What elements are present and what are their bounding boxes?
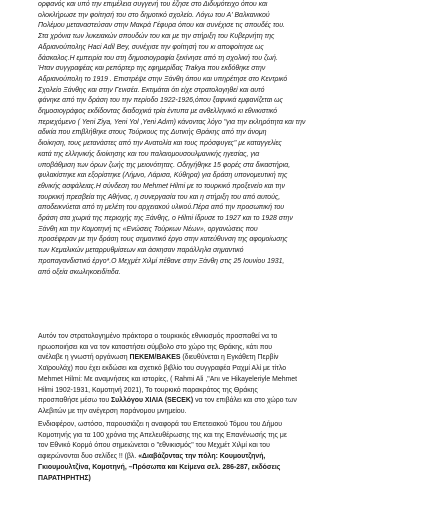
text-line bbox=[38, 396, 410, 407]
text-run: (διευθύνεται η Εγκάθετη Περβίν bbox=[180, 354, 279, 362]
book-citation: Γκιουμουλτζίνα, Κομοτηνή, –Πρόσωπα και Κείμενα σελ. 286-287, εκδόσεις bbox=[38, 463, 281, 471]
text-line: Κομοτηνής για τα 100 χρόνια της Απελευθέρωσης της και της Επανένωσής της με bbox=[38, 431, 287, 439]
text-line: δημοσιογράφος εκδίδοντας διαδοχικά τρία έντυπα με ανθελληνικό κι εθνικιστικό bbox=[38, 108, 278, 116]
text-line: Ενδιαφέρον, ωστόσο, παρουσιάζει η αναφορά του Επετειακού Τόμου του Δήμου bbox=[38, 421, 282, 428]
text-line: δράση στα χωριά της περιοχής της Ξάνθης, ο Hilmi ίδρυσε το 1927 και το 1928 στην bbox=[38, 215, 293, 223]
text-line: των Κεμαλικών μεταρρυθμίσεων και άσκησαν παράλληλα σημαντικό bbox=[38, 247, 244, 255]
text-line: τον Εθνικό Κορμό όπου σημειώνεται ο "εθνικισμός" του Μεχμέτ Χιλμί και του bbox=[38, 442, 270, 450]
organization-name-pekem: ΠΕΚΕΜ/BAKES bbox=[129, 354, 181, 362]
text-line: Χαϊρουλάχ) που έχει εκδώσει και σχετικό βιβλίο του συγγραφέα Ραχμί Αλί με τίτλο bbox=[38, 365, 287, 373]
text-run: ανέλαβε η γνωστή οργάνωση bbox=[38, 354, 130, 362]
paragraph-glorification bbox=[38, 332, 410, 418]
text-line: από οξεία σκωληκοειδίτιδα. bbox=[38, 268, 121, 276]
text-line: αδικία που επιβλήθηκε στους Τούρκους της Δυτικής Θράκης από την άνομη bbox=[38, 129, 267, 137]
text-line: περιεχόμενο ( Yeni Ziya, Yeni Yol ,Yeni Adım) κάνοντας λόγο "για την εκληρότητα και την bbox=[38, 118, 306, 126]
text-run: προσπαθήσε μέσω του bbox=[38, 397, 112, 405]
book-citation: «Διαβάζοντας την πόλη: Κουμουτζηνή, bbox=[138, 453, 266, 461]
paragraph-biography bbox=[38, 0, 410, 278]
organization-name-secek: Συλλόγου ΧΙΛΙΑ (SECEK) bbox=[111, 397, 194, 405]
text-run: αφιερώνονται δυο σελίδες !! (βλ. bbox=[38, 453, 139, 461]
text-line: Ήταν συγγραφέας και ρεπόρτερ της εφημερίδας Trakya που εκδόθηκε στην bbox=[38, 65, 266, 73]
text-line: Ξάνθη και την Κομοτηνή τις «Ενώσεις Τούρκων Νέων», οργανώσεις που bbox=[38, 225, 258, 233]
text-line: διοίκηση, τους μετανάστες από την Ανατολία και τους πρόσφυγες" με καταγγελίες bbox=[38, 140, 282, 148]
text-line: Mehmet Hilmi: Με αναμνήσεις και ιστορίες, ( Rahmi Ali ,"Anı ve Hikayeleriyle Mehmet bbox=[38, 375, 298, 383]
text-line: προπαγανδιστικό έργο*.Ο Μεχμέτ Χιλμί πέθανε στην Ξάνθη στις 25 Ιουνίου 1931, bbox=[38, 257, 285, 265]
text-line: ορφανός και υπό την επιμέλεια συγγενή του έζησε στο Διδυμότειχο όπου και bbox=[38, 1, 268, 8]
text-line: εθνικής ασφάλειας.Η σύνδεση του Mehmet Hilmi με το τουρκικό προξενείο και την bbox=[38, 182, 285, 190]
text-line: υποβάθμιση των όρων ζωής της μειονότητας. Οδηγήθηκε 15 φορές στα δικαστήρια, bbox=[38, 161, 291, 169]
text-line bbox=[38, 452, 410, 463]
text-line: δάσκαλος.Η εμπειρία του στη δημοσιογραφία ξεκίνησε από τη σχολική του ζωή. bbox=[38, 54, 278, 62]
text-line: Στα χρόνια των λυκειακών σπουδών του και με την στήριξη του Κυβερνήτη της bbox=[38, 33, 275, 41]
text-run: να τον επιβάλει και στο χώρο των bbox=[193, 397, 297, 405]
text-line: φάνηκε από την δράση του την περίοδο 1922-1926,όπου ξαφνικά εμφανίζεται ως bbox=[38, 97, 283, 105]
text-line: Αλεβιτών με την ανέγερση παράνομου μνημείου. bbox=[38, 407, 187, 415]
text-line: τουρκική πρεσβεία της Αθήνας, η συνεργασία του και η στήριξη του από αυτούς, bbox=[38, 193, 281, 201]
text-line: Σχολείο Ξάνθης και στην Γενισέα. Εκτιμάται ότι είχε στρατολογηθεί και αυτό bbox=[38, 86, 265, 94]
text-line: Hilmi 1902-1931, Κομοτηνή 2021), Το τουρκικό παρακράτος της Θράκης bbox=[38, 386, 258, 394]
text-line: Αδριανούπολης Haci Adil Bey, συνέχισε την φοίτησή του κι αποφοίτησε ως bbox=[38, 43, 264, 51]
text-line: αποδεικνύεται από τη μελέτη του αρχειακού υλικού.Πέρα από την προσωπική του bbox=[38, 204, 285, 212]
paragraph-reference bbox=[38, 420, 410, 484]
text-line: Πολέμου μεταναστεύσαν στην Μακρά Γέφυρα όπου και συνέχισε τις σπουδές του. bbox=[38, 22, 285, 30]
book-citation: ΠΑΡΑΤΗΡΗΤΗΣ) bbox=[38, 474, 91, 482]
text-line bbox=[38, 353, 410, 364]
text-line: ολοκλήρωσε την φοίτησή του στο δημοτικό σχολείο. Λόγω του Α' Βαλκανικού bbox=[38, 11, 270, 19]
text-line: Αυτόν τον στρατολογημένο πράκτορα ο τουρκικός εθνικισμός προσπαθεί να το bbox=[38, 333, 278, 340]
text-line: ηρωοποιήσει και να τον καταστήσει σύμβολο στο χώρο της Θράκης, κάτι που bbox=[38, 343, 273, 351]
text-line: προσέφεραν με την δράση τους σημαντικό έργο στην κατεύθυνση της αφομοίωσης bbox=[38, 236, 288, 244]
text-line: Αδριανούπολη το 1919 . Επιστρέψε στην Ξάνθη όπου και υπηρέτησε στο Κεντρικό bbox=[38, 75, 288, 83]
text-line: φυλακίστηκε και εξορίστηκε (Λήμνο, Λάρισα, Κύθηρα) για δράση υπονομευτική της bbox=[38, 172, 288, 180]
text-line: κατά της ελληνικής διοίκησης και του παλαιομουσουλμανικής ηγεσίας, για bbox=[38, 150, 260, 158]
